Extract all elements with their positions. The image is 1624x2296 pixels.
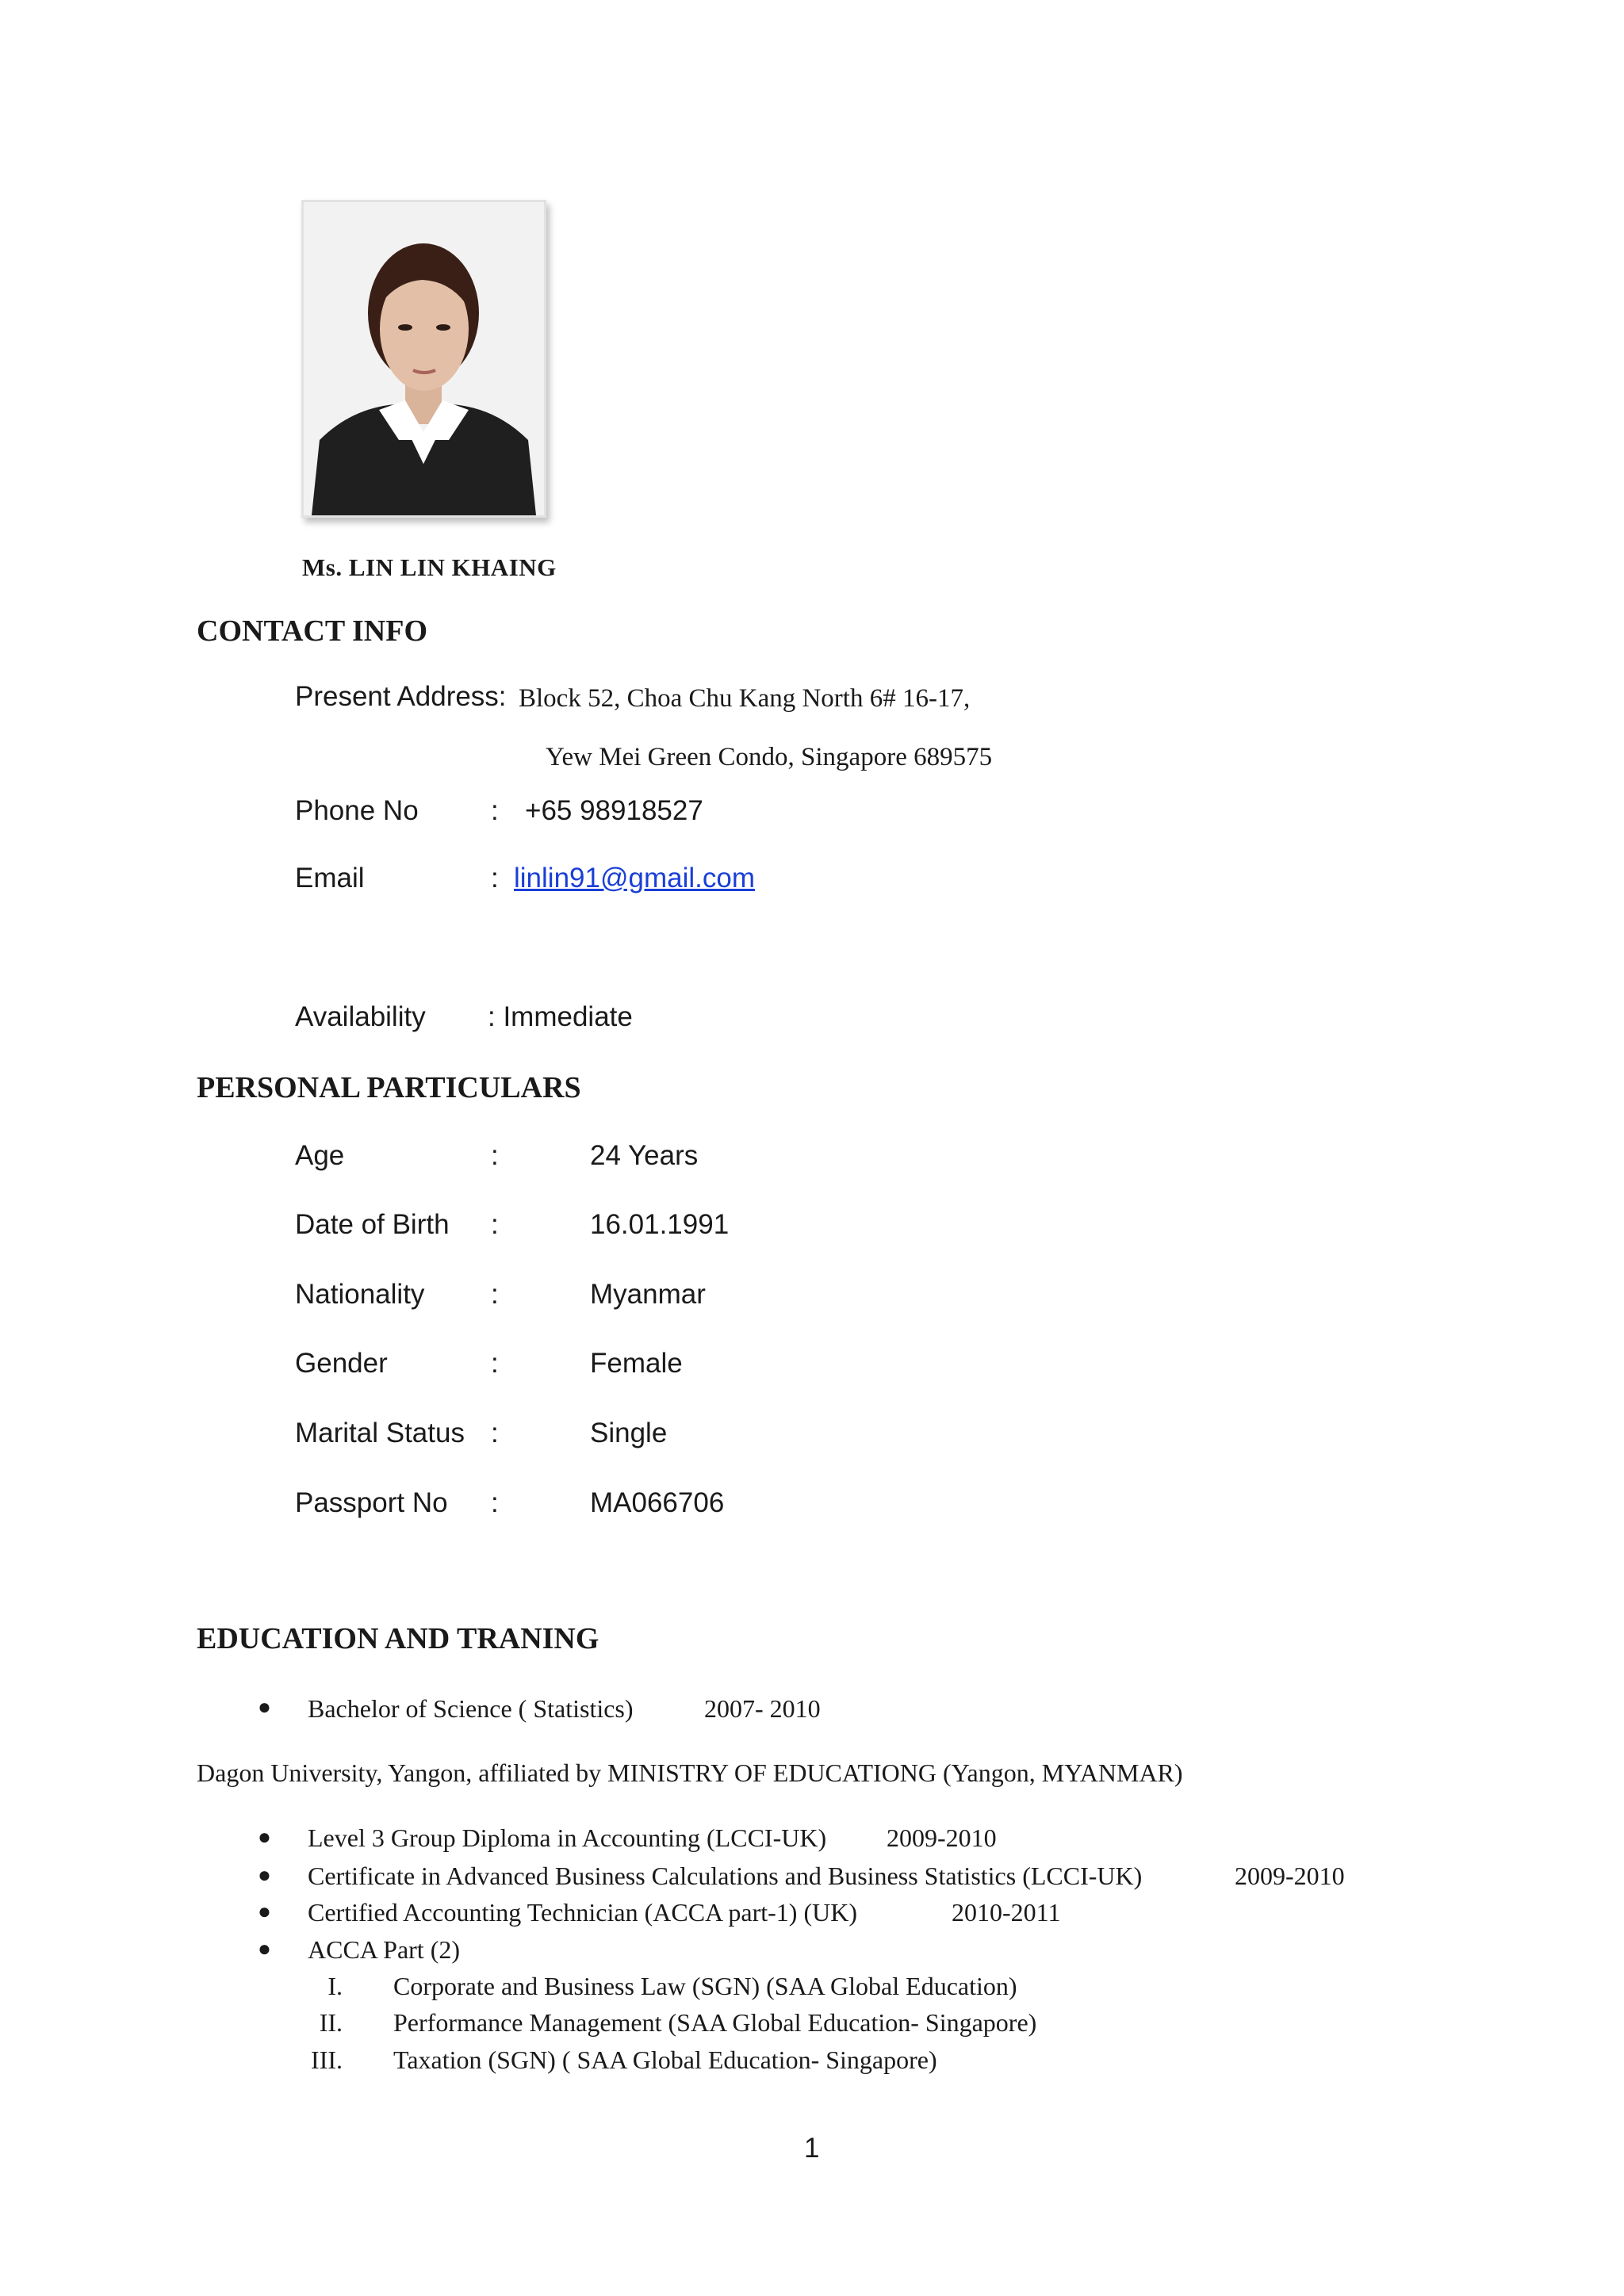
sub-list-item: Corporate and Business Law (SGN) (SAA Global Education) [393,1972,1017,2000]
age-value: 24 Years [590,1140,699,1171]
sub-list-item: Performance Management (SAA Global Education- Singapore) [393,2008,1037,2037]
phone-label: Phone No [295,795,419,826]
bullet-icon: ● [258,1863,271,1888]
list-item-years: 2009-2010 [887,1823,997,1852]
age-label: Age [295,1140,345,1171]
availability-label: Availability [295,1001,426,1032]
bullet-icon: ● [258,1825,271,1850]
personal-particulars-heading: PERSONAL PARTICULARS [197,1071,581,1104]
contact-info-heading: CONTACT INFO [197,614,428,648]
roman-numeral: I. [327,1972,343,2000]
roman-numeral: III. [311,2045,343,2074]
marital-status-colon: : [491,1418,499,1448]
availability-value: : Immediate [488,1001,633,1032]
marital-status-label: Marital Status [295,1418,465,1448]
university-line: Dagon University, Yangon, affiliated by MINISTRY OF EDUCATIONG (Yangon, MYANMAR) [197,1758,1183,1787]
nationality-colon: : [491,1279,499,1310]
roman-numeral: II. [319,2008,343,2037]
bullet-icon: ● [258,1937,271,1961]
candidate-name: Ms. LIN LIN KHAING [302,553,557,581]
passport-colon: : [491,1487,499,1518]
nationality-label: Nationality [295,1279,425,1310]
nationality-value: Myanmar [590,1279,706,1310]
passport-label: Passport No [295,1487,448,1518]
gender-label: Gender [295,1348,388,1379]
passport-value: MA066706 [590,1487,725,1518]
phone-value: +65 98918527 [525,795,703,826]
phone-colon: : [491,795,499,826]
dob-colon: : [491,1209,499,1240]
bullet-icon: ● [258,1900,271,1924]
list-item-years: 2010-2011 [952,1898,1061,1927]
email-link[interactable]: linlin91@gmail.com [514,863,755,894]
list-item: Certified Accounting Technician (ACCA part-1) (UK) [308,1898,857,1927]
email-label: Email [295,863,365,894]
list-item: ACCA Part (2) [308,1935,460,1964]
profile-photo [301,200,546,518]
address-line-2: Yew Mei Green Condo, Singapore 689575 [546,743,993,771]
dob-label: Date of Birth [295,1209,450,1240]
list-item-years: 2009-2010 [1235,1862,1345,1890]
dob-value: 16.01.1991 [590,1209,730,1240]
portrait-image [304,202,544,515]
page-number: 1 [804,2133,820,2164]
list-item: Certificate in Advanced Business Calculations and Business Statistics (LCCI-UK) [308,1862,1143,1890]
gender-value: Female [590,1348,683,1379]
address-label: Present Address: [295,681,507,712]
list-item: Level 3 Group Diploma in Accounting (LCCI-UK) [308,1823,827,1852]
email-colon: : [491,863,499,894]
address-line-1: Block 52, Choa Chu Kang North 6# 16-17, [519,684,971,713]
age-colon: : [491,1140,499,1171]
education-heading: EDUCATION AND TRANING [197,1622,599,1655]
degree-years: 2007- 2010 [704,1694,821,1723]
marital-status-value: Single [590,1418,668,1448]
gender-colon: : [491,1348,499,1379]
bullet-icon: ● [258,1695,271,1720]
degree-text: Bachelor of Science ( Statistics) [308,1694,634,1723]
sub-list-item: Taxation (SGN) ( SAA Global Education- Singapore) [393,2045,937,2074]
